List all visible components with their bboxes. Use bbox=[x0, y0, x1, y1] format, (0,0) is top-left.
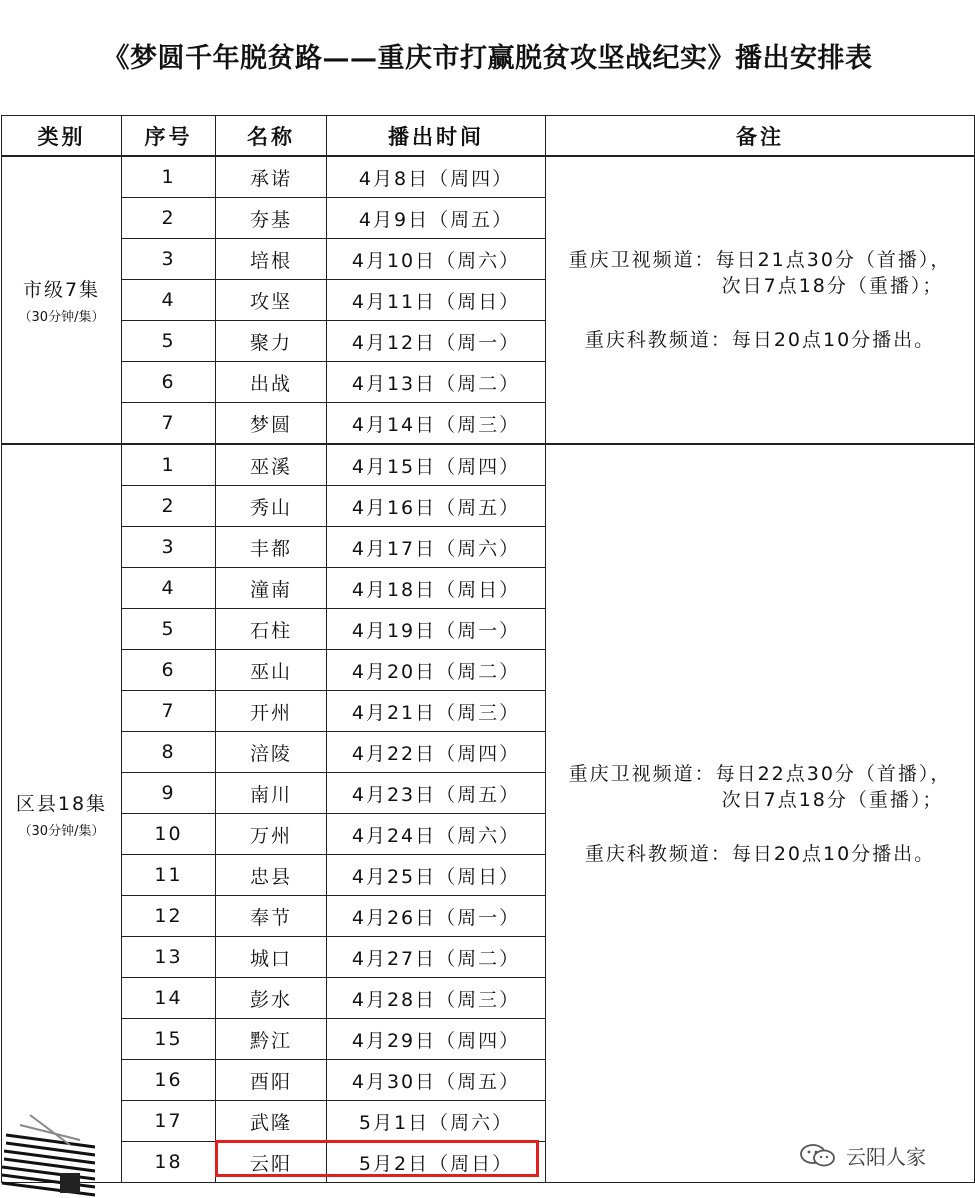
time-cell: 4月17日（周六） bbox=[327, 527, 546, 568]
category-cell bbox=[2, 444, 122, 1183]
header-seq: 序号 bbox=[122, 116, 216, 157]
seq-cell: 9 bbox=[122, 773, 216, 814]
seq-cell: 5 bbox=[122, 609, 216, 650]
time-cell: 4月14日（周三） bbox=[327, 403, 546, 445]
note-line: 重庆科教频道：每日20点10分播出。 bbox=[584, 842, 936, 865]
seq-cell: 12 bbox=[122, 896, 216, 937]
note-line: 重庆卫视频道：每日22点30分（首播）， bbox=[568, 762, 952, 785]
time-cell: 4月18日（周日） bbox=[327, 568, 546, 609]
time-cell: 4月13日（周二） bbox=[327, 362, 546, 403]
note-line: 次日7点18分（重播）； bbox=[721, 275, 944, 297]
time-cell: 4月12日（周一） bbox=[327, 321, 546, 362]
name-cell: 彭水 bbox=[216, 978, 327, 1019]
seq-cell: 1 bbox=[122, 444, 216, 486]
time-cell: 4月24日（周六） bbox=[327, 814, 546, 855]
header-time: 播出时间 bbox=[327, 116, 546, 157]
name-cell: 攻坚 bbox=[216, 280, 327, 321]
time-cell: 4月16日（周五） bbox=[327, 486, 546, 527]
seq-cell: 13 bbox=[122, 937, 216, 978]
seq-cell: 10 bbox=[122, 814, 216, 855]
time-cell: 4月30日（周五） bbox=[327, 1060, 546, 1101]
note-line: 重庆卫视频道：每日21点30分（首播）， bbox=[568, 249, 952, 271]
seq-cell: 6 bbox=[122, 362, 216, 403]
name-cell: 城口 bbox=[216, 937, 327, 978]
name-cell: 聚力 bbox=[216, 321, 327, 362]
seq-cell: 16 bbox=[122, 1060, 216, 1101]
category-duration: （30分钟/集） bbox=[18, 310, 105, 325]
name-cell: 忠县 bbox=[216, 855, 327, 896]
seq-cell: 2 bbox=[122, 486, 216, 527]
seq-cell: 3 bbox=[122, 527, 216, 568]
seq-cell: 5 bbox=[122, 321, 216, 362]
header-category: 类别 bbox=[2, 116, 122, 157]
time-cell: 4月28日（周三） bbox=[327, 978, 546, 1019]
time-cell: 4月9日（周五） bbox=[327, 198, 546, 239]
seq-cell: 7 bbox=[122, 691, 216, 732]
name-cell: 潼南 bbox=[216, 568, 327, 609]
page-title: 《梦圆千年脱贫路——重庆市打赢脱贫攻坚战纪实》播出安排表 bbox=[102, 43, 873, 74]
name-cell: 黔江 bbox=[216, 1019, 327, 1060]
seq-cell: 2 bbox=[122, 198, 216, 239]
name-cell: 万州 bbox=[216, 814, 327, 855]
time-cell: 4月22日（周四） bbox=[327, 732, 546, 773]
name-cell: 丰都 bbox=[216, 527, 327, 568]
table-header-row bbox=[2, 116, 975, 157]
name-cell: 出战 bbox=[216, 362, 327, 403]
name-cell: 夯基 bbox=[216, 198, 327, 239]
time-cell: 4月11日（周日） bbox=[327, 280, 546, 321]
seq-cell: 4 bbox=[122, 568, 216, 609]
seq-cell: 8 bbox=[122, 732, 216, 773]
seq-cell: 15 bbox=[122, 1019, 216, 1060]
seq-cell: 3 bbox=[122, 239, 216, 280]
time-cell: 5月2日（周日） bbox=[327, 1142, 546, 1183]
name-cell: 涪陵 bbox=[216, 732, 327, 773]
time-cell: 4月25日（周日） bbox=[327, 855, 546, 896]
time-cell: 4月19日（周一） bbox=[327, 609, 546, 650]
time-cell: 4月21日（周三） bbox=[327, 691, 546, 732]
name-cell: 巫溪 bbox=[216, 444, 327, 486]
name-cell: 南川 bbox=[216, 773, 327, 814]
seq-cell: 14 bbox=[122, 978, 216, 1019]
name-cell: 巫山 bbox=[216, 650, 327, 691]
header-note: 备注 bbox=[546, 116, 975, 157]
name-cell: 云阳 bbox=[216, 1142, 327, 1183]
seq-cell: 4 bbox=[122, 280, 216, 321]
note-line: 次日7点18分（重播）； bbox=[721, 788, 944, 811]
category-duration: （30分钟/集） bbox=[18, 823, 105, 839]
name-cell: 梦圆 bbox=[216, 403, 327, 445]
name-cell: 开州 bbox=[216, 691, 327, 732]
name-cell: 秀山 bbox=[216, 486, 327, 527]
wechat-icon bbox=[798, 1142, 838, 1168]
name-cell: 酉阳 bbox=[216, 1060, 327, 1101]
seq-cell: 7 bbox=[122, 403, 216, 445]
seq-cell: 11 bbox=[122, 855, 216, 896]
category-label: 区县18集 bbox=[15, 792, 108, 815]
note-cell bbox=[546, 444, 975, 1183]
decorative-graphic bbox=[0, 1085, 98, 1198]
name-cell: 承诺 bbox=[216, 156, 327, 198]
time-cell: 4月27日（周二） bbox=[327, 937, 546, 978]
table-row bbox=[2, 156, 975, 198]
time-cell: 4月10日（周六） bbox=[327, 239, 546, 280]
note-cell bbox=[546, 156, 975, 444]
seq-cell: 6 bbox=[122, 650, 216, 691]
time-cell: 4月20日（周二） bbox=[327, 650, 546, 691]
time-cell: 4月15日（周四） bbox=[327, 444, 546, 486]
table-row bbox=[2, 444, 975, 486]
name-cell: 石柱 bbox=[216, 609, 327, 650]
table-body bbox=[2, 156, 975, 1183]
schedule-table bbox=[1, 115, 975, 1183]
time-cell: 4月8日（周四） bbox=[327, 156, 546, 198]
watermark bbox=[798, 1138, 926, 1172]
time-cell: 4月26日（周一） bbox=[327, 896, 546, 937]
name-cell: 培根 bbox=[216, 239, 327, 280]
time-cell: 5月1日（周六） bbox=[327, 1101, 546, 1142]
time-cell: 4月23日（周五） bbox=[327, 773, 546, 814]
name-cell: 武隆 bbox=[216, 1101, 327, 1142]
seq-cell: 1 bbox=[122, 156, 216, 198]
watermark-text: 云阳人家 bbox=[846, 1144, 926, 1169]
seq-cell: 18 bbox=[122, 1142, 216, 1183]
header-name: 名称 bbox=[216, 116, 327, 157]
time-cell: 4月29日（周四） bbox=[327, 1019, 546, 1060]
name-cell: 奉节 bbox=[216, 896, 327, 937]
note-line: 重庆科教频道：每日20点10分播出。 bbox=[584, 329, 936, 351]
category-label: 市级7集 bbox=[22, 279, 101, 301]
category-cell bbox=[2, 156, 122, 444]
seq-cell: 17 bbox=[122, 1101, 216, 1142]
